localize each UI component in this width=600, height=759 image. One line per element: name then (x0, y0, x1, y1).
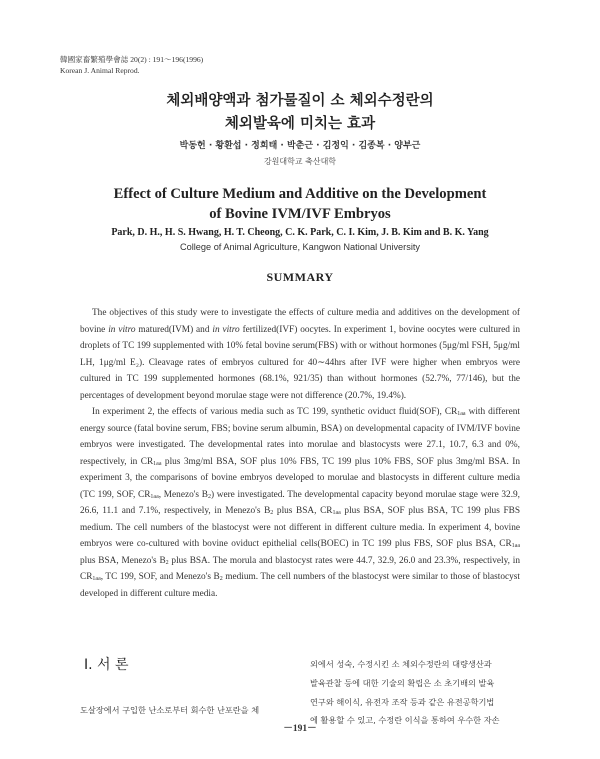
text-run: ) were investigated. The developmental capacity beyond morulae stage were 32.9, 26.6, 11.1 and 7.1%, respectively, in Menezo's B (80, 489, 520, 516)
text-run: In experiment 2, the effects of various media such as TC 199, synthetic oviduct fluid(SOF), CR (92, 407, 458, 417)
text-run: plus 3mg/ml BSA, SOF plus 10% FBS, TC 199 plus 10% FBS, SOF plus 3mg/ml BSA. In experiment 3, the comparisons of bovine embryos developed to morulae and blastocysts in different culture media (TC 199, SOF, CR (80, 456, 520, 500)
text-run: with different energy source (fatal bovine serum, FBS; bovine serum albumin, BSA) on developmental capacity of IVM/IVF bovine embryos were investigated. The developmental rates into morulae and blastocysts were 27.1, 10.7, 6.3 and 0%, respectively, in CR (80, 407, 520, 467)
introduction-left-column (80, 701, 285, 719)
korean-title-line-2: 체외발육에 미치는 효과 (224, 116, 376, 132)
subscript: 1aa (332, 510, 341, 516)
text-run: plus BSA. The morula and blastocyst rates were 44.7, 32.9, 26.0 and 23.3%, respectively, in CR (80, 555, 520, 582)
journal-line-korean: 韓國家畜繁殖學會誌 20(2) : 191～196(1996) (60, 55, 204, 64)
subscript: 2 (270, 510, 274, 516)
intro-text-line: 발육관찰 등에 대한 기술의 확립은 소 초기배의 발육 (310, 677, 495, 688)
summary-paragraph-2 (80, 404, 520, 602)
summary-heading: SUMMARY (266, 270, 334, 284)
text-run: , Menezo's B (158, 489, 208, 500)
english-affiliation: College of Animal Agriculture, Kangwon National University (179, 242, 421, 252)
english-authors: Park, D. H., H. S. Hwang, H. T. Cheong, C. K. Park, C. I. Kim, J. B. Kim and B. K. Yang (111, 227, 489, 238)
introduction-heading: Ⅰ. 서 론 (84, 657, 129, 673)
korean-affiliation: 강원대학교 축산대학 (263, 157, 337, 166)
text-run: plus BSA, Menezo's B (80, 555, 166, 566)
italic-text: in vitro (108, 324, 136, 335)
intro-text-line: 도살장에서 구입한 난소로부터 회수한 난포란을 체 (80, 705, 260, 715)
subscript: 1aa (511, 543, 520, 549)
introduction-right-column (310, 655, 528, 730)
text-run: plus BSA, SOF plus BSA, TC 199 plus FBS medium. The cell numbers of the blastocyst were not different in different culture media. In experiment 4, bovine embryos were co-cultured with bovine oviduct epithelial cells(BOEC) in TC 199 plus FBS, SOF plus BSA, CR (80, 506, 520, 549)
text-run: The objectives of this study were to investigate the effects of culture media and additives on the development of bovine (80, 308, 520, 335)
subscript: 2 (207, 493, 211, 500)
text-run: , TC 199, SOF, and Menezo's B (100, 572, 220, 582)
korean-authors: 박동헌 · 황환섭 · 정희태 · 박춘근 · 김정익 · 김종복 · 양부근 (179, 141, 421, 151)
italic-text: in vitro (212, 324, 240, 335)
subscript: 2 (165, 559, 169, 566)
english-title-line-2: of Bovine IVM/IVF Embryos (209, 206, 391, 222)
subscript: 2 (219, 576, 223, 582)
summary-body (80, 305, 520, 602)
subscript: 1aa (150, 493, 159, 500)
intro-text-line: 외에서 성숙, 수정시킨 소 체외수정란의 대량생산과 (310, 659, 492, 669)
english-title-line-1: Effect of Culture Medium and Additive on the Development (113, 186, 487, 202)
text-run: fertilized(IVF) oocytes. In experiment 1, bovine oocytes were cultured in droplets of TC 199 supplemented with 10% fetal bovine serum(FBS) with or without hormones (5μg/ml FSH, 5μg/ml LH, 1μg/ml E₂). Cleavage rates of embryos cultured for 40∼44hrs after IVF were higher when embryos were cultured in TC 199 supplemented hormones (68.1%, 921/35) than without hormones (52.7%, 77/146), but the percentages of development beyond morulae stage were not difference (20.7%, 19.4%). (80, 324, 520, 401)
korean-title-line-1: 체외배양액과 첨가물질이 소 체외수정란의 (166, 93, 434, 109)
journal-citation (60, 54, 203, 76)
summary-paragraph-1 (80, 305, 520, 404)
subscript: 1aa (457, 411, 466, 417)
text-run: matured(IVM) and (135, 324, 213, 335)
korean-title (0, 90, 600, 136)
journal-line-english: Korean J. Animal Reprod. (60, 66, 140, 75)
text-run: medium. The cell numbers of the blastocyst were similar to those of blastocyst developed in different culture media. (80, 572, 521, 599)
english-title (0, 184, 600, 224)
subscript: 1aa (153, 460, 162, 467)
intro-text-line: 에 활용할 수 있고, 수정란 이식을 통하여 우수한 자손 (310, 715, 500, 726)
subscript: 1aa (92, 576, 101, 582)
page-number: －191－ (283, 724, 317, 734)
intro-text-line: 연구와 해이식, 유전자 조작 등과 같은 유전공학기법 (310, 696, 495, 707)
text-run: plus BSA, CR (273, 506, 333, 516)
